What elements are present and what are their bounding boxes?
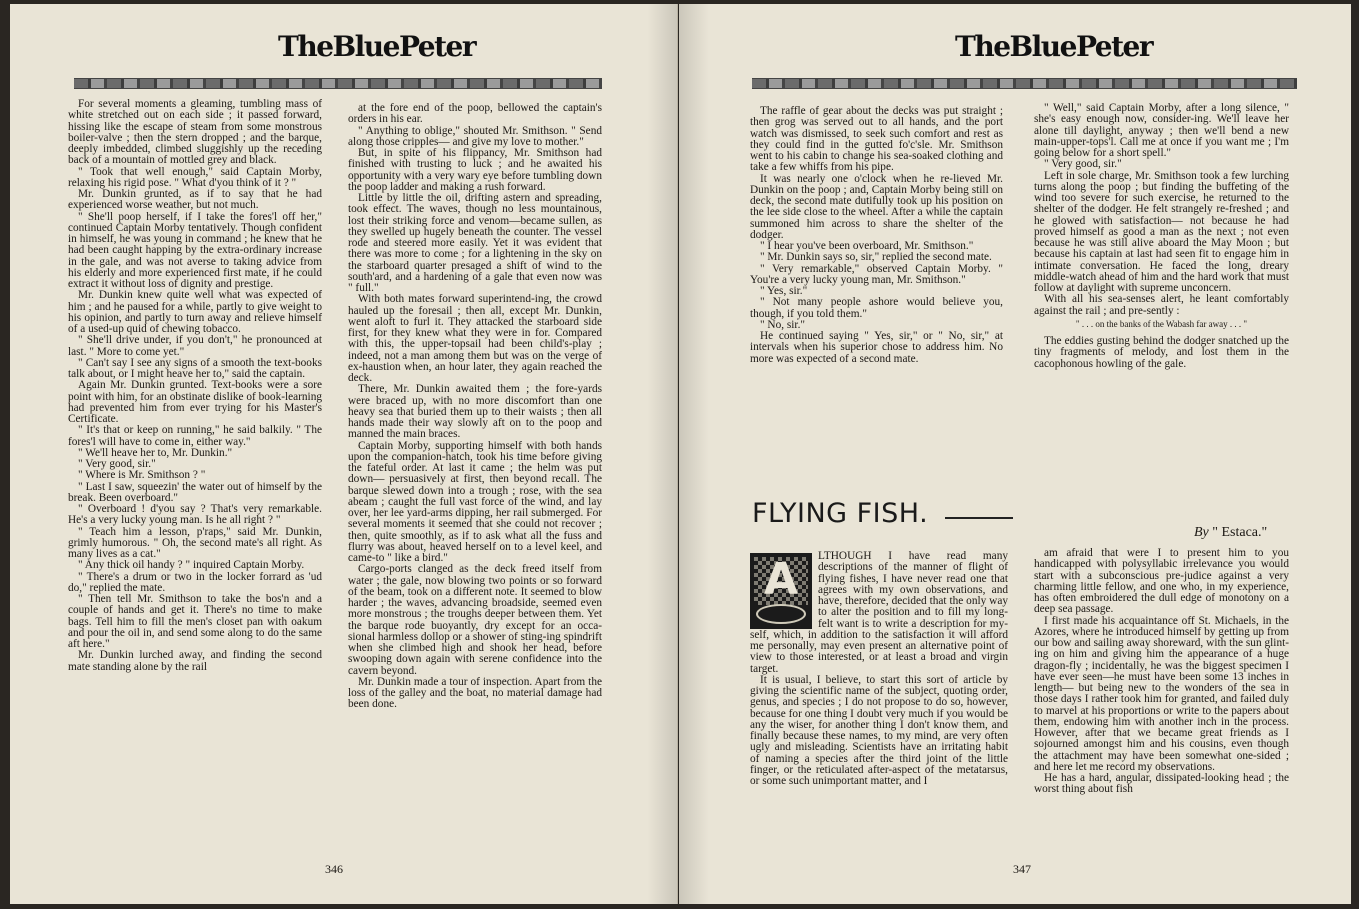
story-final-paragraph xyxy=(1034,336,1289,370)
paragraph: " Mr. Dunkin says so, sir," replied the second mate. xyxy=(760,251,992,264)
paragraph: Mr. Dunkin made a tour of inspection. Apart from the loss of the galley and the boat, no material damage had been done. xyxy=(348,675,602,711)
drop-cap-letter: A xyxy=(764,554,799,605)
left-column-2 xyxy=(348,103,602,711)
paragraph: " Anything to oblige," shouted Mr. Smithson. " Send along those cripples— and give my love to mother." xyxy=(348,124,602,148)
left-page xyxy=(10,4,678,904)
paragraph: " Teach him a lesson, p'raps," said Mr. Dunkin, grimly humorous. " Oh, the second mate's all right. As many lives as a cat." xyxy=(68,525,322,560)
paragraph: Cargo-ports clanged as the deck freed itself from water ; the gale, now blowing two points or so forward of the beam, took on a different note. It seemed to blow harder ; the waves, advancing broadside, seemed even more monstrous ; the troughs deeper between them. Yet the barque rode buoyantly, dry except for an occa-sional harmless dollop or a shower of sting-ing spindrift when she climbed high and shook her head, before swooping down again with serene confidence into the cavern beyond. xyxy=(348,563,602,677)
article-title: FLYING FISH. xyxy=(752,498,929,529)
paragraph: " Not many people ashore would believe you, though, if you told them." xyxy=(750,296,1003,320)
article-column-1 xyxy=(750,551,1008,787)
paragraph: For several moments a gleaming, tumbling mass of white stretched out on each side ; it passed forward, hissing like the escape of steam from some monstrous boiler-valve ; then the stern dropped ; and the barque, deeply imbedded, climbed sluggishly up the receding back of a mountain of mottled grey and black. xyxy=(68,98,322,167)
paragraph: But, in spite of his flippancy, Mr. Smithson had finished with trusting to luck ; and he awaited his opportunity with a very wary eye before tumbling down the poop ladder and making a rush forward. xyxy=(348,147,602,193)
paragraph: Little by little the oil, drifting astern and spreading, took effect. The waves, though no less mountainous, lost their striking force and venom—became sullen, as they swelled up hugely beneath the counter. The vessel rode and steered more easily. Yet it was evident that there was more to come ; for a lightening in the sky on the starboard quarter presaged a shift of wind to the south'ard, and a hardening of a gale that even now was " full." xyxy=(348,192,602,294)
paragraph: The raffle of gear about the decks was put straight ; then grog was served out to all hands, and the port watch was dismissed, to seek such comfort and rest as they could find in the gutted fo'c'sle. Mr. Smithson went to his cabin to change his sea-soaked clothing and take a few whiffs from his pipe. xyxy=(750,105,1003,174)
right-column-2 xyxy=(1034,103,1289,370)
paragraph: Mr. Dunkin lurched away, and finding the second mate standing alone by the rail xyxy=(68,649,322,673)
paragraph: " Took that well enough," said Captain Morby, relaxing his rigid pose. " What d'you think of it ? " xyxy=(68,165,322,189)
paragraph: " It's that or keep on running," he said balkily. " The fores'l will have to come in, either way." xyxy=(68,424,322,448)
paragraph: " There's a drum or two in the locker forrard as 'ud do," replied the mate. xyxy=(68,570,322,594)
paragraph: " Very good, sir." xyxy=(78,458,156,470)
page-number: 346 xyxy=(325,862,343,876)
paragraph: " Very remarkable," observed Captain Morby. " You're a very lucky young man, Mr. Smithson." xyxy=(750,262,1003,286)
paragraph: It is usual, I believe, to start this sort of article by giving the scientific name of the subject, quoting order, genus, and species ; I do not propose to do so, however, because for one thing I doubt very much if you would be any the wiser, for another thing I don't know them, and finally because these names, to my mind, are very often ugly and misleading. Scientists have an irritating habit of naming a species after the third joint of the little finger, or the reticulated after-aspect of the metatarsus, or some such unimportant matter, and I xyxy=(750,673,1008,787)
title-dash xyxy=(945,517,1013,519)
paragraph: He has a hard, angular, dissipated-looking head ; the worst thing about fish xyxy=(1034,772,1289,796)
paragraph: at the fore end of the poop, bellowed the captain's orders in his ear. xyxy=(348,102,602,126)
byline-author: " Estaca." xyxy=(1212,525,1268,540)
paragraph: " Any thick oil handy ? " inquired Captain Morby. xyxy=(78,559,305,572)
gutter-shadow xyxy=(679,4,709,904)
drop-cap-illustration xyxy=(750,553,812,629)
right-page xyxy=(679,4,1351,904)
paragraph: " We'll heave her to, Mr. Dunkin." xyxy=(78,446,233,459)
paragraph: " Yes, sir." xyxy=(760,285,808,297)
paragraph: " Well," said Captain Morby, after a long silence, " she's easy enough now, consider-ing. We'll leave her alone till daylight, anyway ; then we'll bend a new main-upper-tops'l. Call me at once if you want me ; I'm going below for a short spell." xyxy=(1034,102,1289,159)
masthead: TheBluePeter xyxy=(955,30,1153,63)
paragraph: " She'll drive under, if you don't," he pronounced at last. " More to come yet." xyxy=(68,334,322,358)
left-column-1 xyxy=(68,99,322,673)
paragraph: Captain Morby, supporting himself with both hands upon the companion-hatch, took his time before giving the fateful order. At last it came ; the helm was put down— persuasively at first, then beyond recall. The barque slewed down into a trough ; rose, with the sea abeam ; caught the full vast force of the wind, and lay over, her lee yard-arms dipping, her rail submerged. For several moments it seemed that she could not recover ; then, quite smoothly, as if to ask what all the fuss and flurry was about, heaved herself on to a level keel, and came-to " like a bird." xyxy=(348,439,602,564)
paragraph: " Very good, sir." xyxy=(1044,158,1122,171)
paragraph: The eddies gusting behind the dodger snatched up the tiny fragments of melody, and lost them in the cacophonous howling of the gale. xyxy=(1034,335,1289,370)
header-rule xyxy=(74,78,602,89)
paragraph: " Can't say I see any signs of a smooth the text-books talk about, or I might heave her to," said the captain. xyxy=(68,356,322,380)
paragraph: " Where is Mr. Smithson ? " xyxy=(78,469,206,482)
story-ending-paragraphs xyxy=(1034,103,1289,317)
paragraph: " Overboard ! d'you say ? That's very remarkable. He's a very lucky young man. Is he all right ? " xyxy=(68,503,322,527)
byline xyxy=(1194,525,1267,541)
paragraph: With both mates forward superintend-ing, the crowd hauled up the foresail ; then all, except Mr. Dunkin, went aloft to furl it. They attacked the starboard side first, for they knew what they were in for. Compared with this, the upper-topsail had been child's-play ; indeed, not a man among them but was on the verge of ex-haustion when, an hour later, they again reached the deck. xyxy=(348,293,602,384)
right-column-1 xyxy=(750,106,1003,365)
paragraph: LTHOUGH I have read many descriptions of the manner of flight of flying fishes, I have never read one that agrees with my own observations, and have, therefore, decided that the only way to alter the position and to fill my long-felt want is to write a description for my-self, which, in addition to the satisfaction it will afford me personally, may even present an alternative point of view to those interested, or at least a broad and virgin target. xyxy=(750,550,1008,675)
header-rule xyxy=(752,78,1297,89)
paragraph: " No, sir." xyxy=(760,318,805,331)
paragraph: " She'll poop herself, if I take the fores'l off her," continued Captain Morby tentatively. Though confident in himself, he was young in command ; he knew that he had been caught happing by the extra-ordinary increase in the gale, and was not averse to taking advice from his elderly and more experienced first mate, if he could extract it without loss of dignity and prestige. xyxy=(68,210,322,290)
song-line: " . . . on the banks of the Wabash far away . . . " xyxy=(1075,318,1248,329)
fish-icon xyxy=(756,604,806,624)
paragraph: Mr. Dunkin knew quite well what was expected of him ; and he paused for a while, partly to give weight to his opinion, and partly to turn away and relieve himself of a used-up quid of chewing tobacco. xyxy=(68,289,322,335)
paragraph: Mr. Dunkin grunted, as if to say that he had experienced worse weather, but not much. xyxy=(68,188,322,212)
byline-prefix: By xyxy=(1194,525,1209,540)
paragraph: Left in sole charge, Mr. Smithson took a few lurching turns along the poop ; but finding the buffeting of the wind too severe for such exercise, he returned to the shelter of the dodger. He felt strangely re-freshed ; and he glowed with satisfaction— not because he had proved himself as good a man as the next ; not even because he was still alive aboard the May Moon ; but because his captain at last had seen fit to engage him in intimate conversation. He faced the long, dreary middle-watch ahead of him and the hard work that must follow at daylight with supreme unconcern. xyxy=(1034,169,1289,294)
paragraph: " I hear you've been overboard, Mr. Smithson." xyxy=(760,240,974,252)
paragraph: " Last I saw, squeezin' the water out of himself by the break. Been overboard." xyxy=(68,480,322,504)
paragraph: am afraid that were I to present him to you handicapped with polysyllabic irrelevance you would start with a subconscious pre-judice against a very charming little fellow, and one who, in my experience, has often embroidered the dull edge of monotony on a deep sea passage. xyxy=(1034,547,1289,616)
paragraph: " Then tell Mr. Smithson to take the bos'n and a couple of hands and get it. There's no time to make bags. Tell him to fill the men's closet pan with oakum and pour the oil in, and send some along to do the same aft here." xyxy=(68,593,322,650)
gutter-shadow xyxy=(647,4,677,904)
masthead: TheBluePeter xyxy=(278,30,476,63)
paragraph: I first made his acquaintance off St. Michaels, in the Azores, where he introduced himself by getting up from our bow and sailing away shoreward, with the sun glint-ing on him and giving him the appearance of a huge dragon-fly ; incidentally, he was the biggest specimen I have ever seen—he must have been some 13 inches in length— but being new to the wonders of the sea in those days I rather took him for granted, and failed duly to marvel at his proportions or write to the papers about them, endowing him with another inch in the process. However, after that we became great friends as I sojourned amongst him and his cousins, even though the attachment may have been somewhat one-sided ; and here let me record my observations. xyxy=(1034,614,1289,773)
page-number: 347 xyxy=(1013,862,1031,876)
paragraph: With all his sea-senses alert, he leant comfortably against the rail ; and pre-sently : xyxy=(1034,293,1289,317)
paragraph: There, Mr. Dunkin awaited them ; the fore-yards were braced up, with no more discomfort than one heavy sea that buried them up to their waists ; then all hands made their way slowly aft on to the poop and manned the main braces. xyxy=(348,383,602,441)
paragraph: He continued saying " Yes, sir," or " No, sir," at intervals when his superior chose to address him. No more was expected of a second mate. xyxy=(750,330,1003,365)
paragraph: Again Mr. Dunkin grunted. Text-books were a sore point with him, for an obstinate dislike of book-learning had prevented him from ever trying for his Master's Certificate. xyxy=(68,379,322,425)
article-column-2 xyxy=(1034,548,1289,796)
paragraph: It was nearly one o'clock when he re-lieved Mr. Dunkin on the poop ; and, Captain Morby being still on deck, the second mate dutifully took up his position on the lee side close to the wheel. After a while the captain summoned him across to share the shelter of the dodger. xyxy=(750,172,1003,241)
